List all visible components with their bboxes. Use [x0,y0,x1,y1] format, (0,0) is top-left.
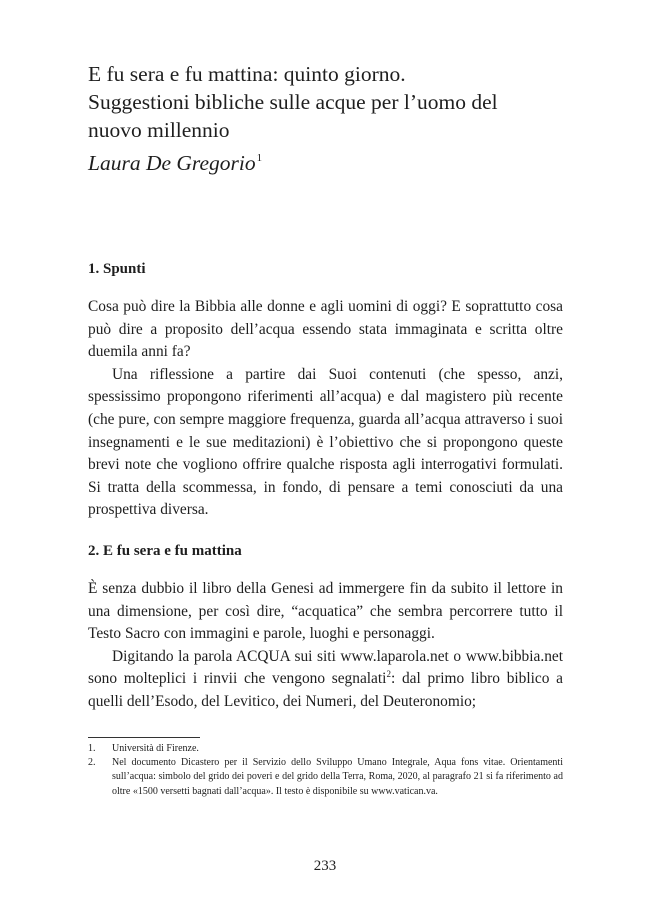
paragraph-text: : dal primo libro biblico a quelli dell’Esodo, del Levitico, dei Numeri, del Deuteronomio; [88,670,564,710]
section-2-body [88,578,563,714]
page-number: 233 [313,858,337,874]
section-heading-spunti: 1. Spunti [88,261,146,277]
footnote-text: Università di Firenze. [112,743,199,754]
title-line-1: E fu sera e fu mattina: quinto giorno. [88,62,406,86]
footnote [88,742,563,756]
footnote-text: Nel documento Dicastero per il Servizio dello Sviluppo Umano Integrale, Aqua fons vitae. Orientamenti sull’acqua: simbolo del grido dei poveri e del grido della Terra, Roma, 2020, al paragrafo 21 si fa riferimento ad oltre «1500 versetti bagnati dall’acqua». Il testo è disponibile su www.vatican.va. [112,757,563,797]
section-heading-sera-mattina: 2. E fu sera e fu mattina [88,543,242,559]
paragraph-text: Digitando la parola ACQUA sui siti www.laparola.net o www.bibbia.net sono molteplici i rinvii che vengono segnalati [88,647,563,688]
footnote-marker: 2 [386,669,391,680]
author-name [88,144,568,177]
footnotes [88,742,563,799]
author-footnote-marker: 1 [256,152,263,164]
paragraph: Una riflessione a partire dai Suoi contenuti (che spesso, anzi, spessissimo propongono riferimenti all’acqua) e dal magistero più recente (che pure, con sempre maggiore frequenza, guarda all’acqua attraverso i suoi insegnamenti e le sue meditazioni) è l’obiettivo che si propongono queste brevi note che vogliono offrire qualche risposta agli interrogativi formulati. Si tratta della scommessa, in fondo, di pensare a temi conosciuti da una prospettiva diversa. [88,365,563,519]
footnote-number: 1. [88,743,96,754]
title-line-2: Suggestioni bibliche sulle acque per l’uomo del [88,90,498,114]
footnote-divider [88,737,200,738]
paragraph [88,646,563,714]
author-name-text: Laura De Gregorio [88,151,256,175]
footnote [88,756,563,799]
paragraph: È senza dubbio il libro della Genesi ad immergere fin da subito il lettore in una dimensione, per così dire, “acquatica” che sembra percorrere tutto il Testo Sacro con immagini e parole, luoghi e personaggi. [88,580,563,643]
footnote-number: 2. [88,757,96,769]
title-line-3: nuovo millennio [88,118,230,142]
section-1-body [88,296,563,522]
paragraph: Cosa può dire la Bibbia alle donne e agli uomini di oggi? E soprattutto cosa può dire a proposito dell’acqua essendo stata immaginata e scritta oltre duemila anni fa? [88,298,563,361]
chapter-title [88,60,568,177]
